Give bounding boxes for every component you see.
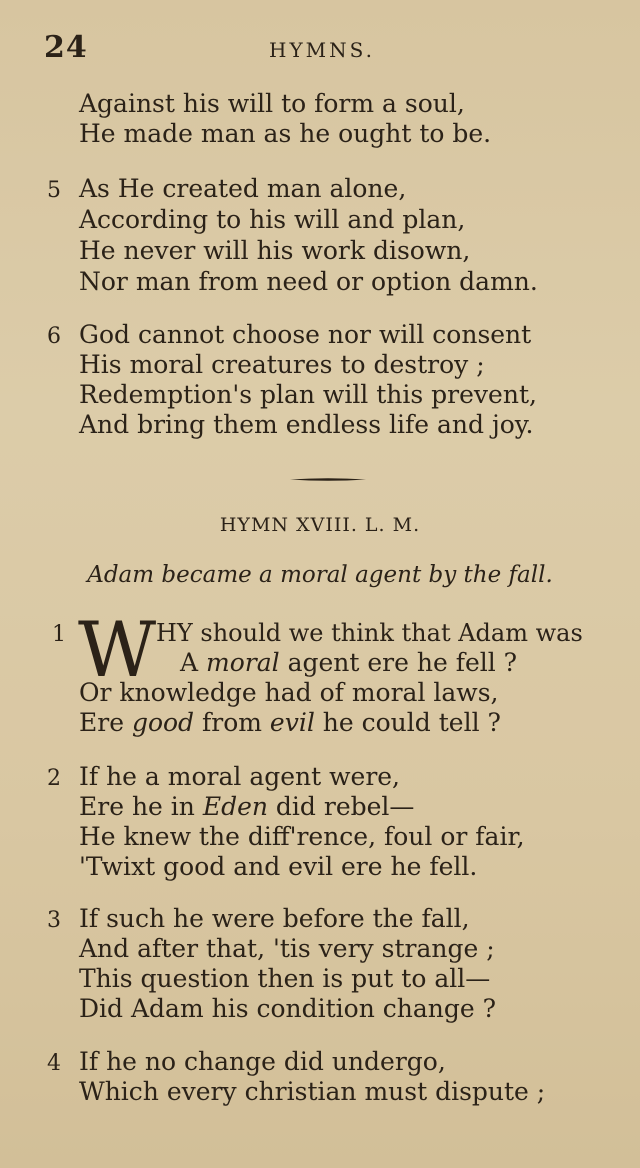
- verse-text: from: [194, 708, 270, 737]
- stanza-number: 2: [47, 766, 61, 791]
- verse-text: A: [180, 648, 207, 677]
- verse-line: [180, 648, 517, 678]
- verse-line: As He created man alone,: [79, 174, 407, 203]
- verse-text: Ere he in: [79, 792, 203, 821]
- verse-line: Against his will to form a soul,: [79, 89, 465, 118]
- verse-emphasis: Eden: [202, 792, 268, 821]
- ornamental-rule: [290, 477, 366, 482]
- verse-emphasis: moral: [206, 648, 280, 677]
- verse-text: agent ere he fell ?: [279, 648, 518, 677]
- verse-text: he could tell ?: [314, 708, 501, 737]
- verse-line: If he a moral agent were,: [79, 762, 401, 791]
- verse-line: This question then is put to all—: [79, 964, 491, 993]
- verse-text: Ere: [79, 708, 132, 737]
- verse-line: He made man as he ought to be.: [79, 119, 492, 148]
- verse-line: He knew the diff'rence, foul or fair,: [79, 822, 525, 851]
- stanza-number: 4: [47, 1051, 61, 1076]
- running-head: HYMNS.: [269, 38, 375, 62]
- verse-line: And bring them endless life and joy.: [79, 410, 534, 439]
- stanza-number: 6: [47, 324, 61, 349]
- verse-line: HY should we think that Adam was: [156, 619, 583, 647]
- verse-line: And after that, 'tis very strange ;: [79, 934, 495, 963]
- verse-line: [79, 708, 501, 738]
- stanza-number: 1: [52, 622, 66, 647]
- verse-emphasis: evil: [269, 708, 315, 737]
- verse-line: God cannot choose nor will consent: [79, 320, 532, 349]
- hymn-title: HYMN XVIII. L. M.: [219, 514, 421, 536]
- verse-emphasis: good: [131, 708, 195, 737]
- verse-line: Which every christian must dispute ;: [79, 1077, 546, 1106]
- verse-line: [79, 792, 414, 822]
- verse-line: Redemption's plan will this prevent,: [79, 380, 537, 409]
- page-number: 24: [44, 30, 88, 65]
- verse-line: His moral creatures to destroy ;: [79, 350, 485, 379]
- hymn-subtitle: Adam became a moral agent by the fall.: [87, 562, 553, 588]
- verse-line: 'Twixt good and evil ere he fell.: [79, 852, 478, 881]
- verse-line: Did Adam his condition change ?: [79, 994, 497, 1023]
- verse-line: According to his will and plan,: [79, 205, 466, 234]
- page-header: [44, 30, 600, 70]
- verse-line: He never will his work disown,: [79, 236, 471, 265]
- stanza-number: 3: [47, 908, 61, 933]
- drop-cap: W: [78, 605, 157, 694]
- verse-line: Or knowledge had of moral laws,: [79, 678, 499, 707]
- verse-line: If he no change did undergo,: [79, 1047, 446, 1076]
- verse-text: did rebel—: [267, 792, 415, 821]
- verse-line: If such he were before the fall,: [79, 904, 470, 933]
- stanza-number: 5: [47, 178, 61, 203]
- verse-line: Nor man from need or option damn.: [79, 267, 538, 296]
